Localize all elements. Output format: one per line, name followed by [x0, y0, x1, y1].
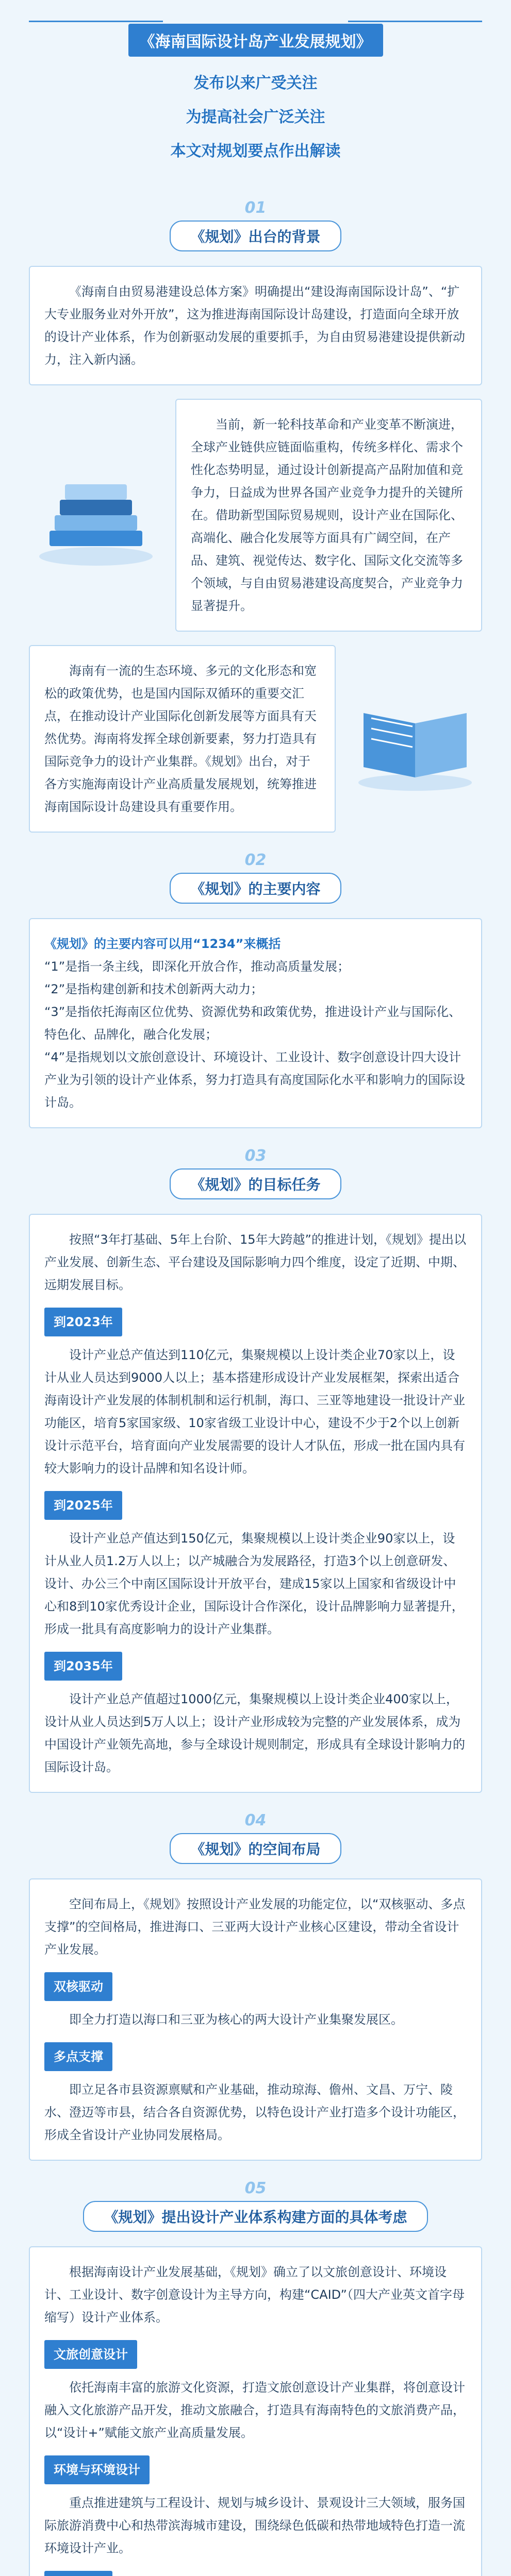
system-tag-2: 环境与环境设计	[44, 2455, 150, 2484]
content-item-3: “3”是指依托海南区位优势、资源优势和政策优势，推进设计产业与国际化、特色化、品牌化，融合化发展；	[44, 1005, 461, 1042]
year-tag-2025: 到2025年	[44, 1491, 122, 1520]
section-number-icon: 02	[244, 851, 267, 869]
system-intro: 根据海南设计产业发展基础，《规划》确立了以文旅创意设计、环境设计、工业设计、数字创意设计为主导方向，构建“CAID”（四大产业英文首字母缩写）设计产业体系。	[44, 2265, 465, 2325]
header-banner	[29, 21, 482, 180]
year-tag-2035: 到2035年	[44, 1652, 122, 1681]
section-number-icon: 05	[244, 2179, 267, 2197]
goals-intro: 按照“3年打基础、5年上台阶、15年大跨越”的推进计划，《规划》提出以产业发展、创新生态、平台建设及国际影响力四个维度，设定了近期、中期、远期发展目标。	[44, 1232, 466, 1292]
open-book-illustration-icon	[348, 682, 482, 795]
page-title: 《海南国际设计岛产业发展规划》	[128, 24, 383, 57]
section-heading-system	[29, 2178, 482, 2232]
goals-box	[29, 1214, 482, 1793]
background-box-3	[29, 645, 336, 833]
goals-2035: 设计产业总产值超过1000亿元，集聚规模以上设计类企业400家以上，设计从业人员达到5万人以上；设计产业形成较为完整的产业发展体系，成为中国设计产业领先高地，参与全球设计规则制定，形成具有全球设计影响力的国际设计岛。	[44, 1692, 465, 1774]
content-box	[29, 918, 482, 1128]
system-desc-2: 重点推进建筑与工程设计、规划与城乡设计、景观设计三大领域，服务国际旅游消费中心和热带滨海城市建设，围绕绿色低碳和热带地域特色打造一流环境设计产业。	[44, 2496, 465, 2555]
header-line-2: 为提高社会广泛关注	[186, 108, 325, 126]
layout-intro: 空间布局上，《规划》按照设计产业发展的功能定位，以“双核驱动、多点支撑”的空间格局，推进海口、三亚两大设计产业核心区建设，带动全省设计产业发展。	[44, 1897, 466, 1957]
section-heading-layout	[29, 1810, 482, 1864]
section-title: 《规划》的主要内容	[170, 873, 341, 904]
core-tag: 双核驱动	[44, 1972, 112, 2001]
year-tag-2023: 到2023年	[44, 1308, 122, 1336]
background-box-2	[175, 399, 482, 632]
layout-multi: 即立足各市县资源禀赋和产业基础，推动琼海、儋州、文昌、万宁、陵水、澄迈等市县，结合各自资源优势，以特色设计产业打造多个设计功能区，形成全省设计产业协同发展格局。	[44, 2082, 465, 2142]
content-item-4: “4”是指规划以文旅创意设计、环境设计、工业设计、数字创意设计四大设计产业为引领的设计产业体系，努力打造具有高度国际化水平和影响力的国际设计岛。	[44, 1050, 465, 1110]
books-illustration-icon	[29, 459, 163, 572]
header-line-3: 本文对规划要点作出解读	[170, 142, 341, 160]
system-box	[29, 2246, 482, 2576]
section-heading-background	[29, 198, 482, 251]
background-row-3	[29, 645, 482, 833]
goals-2023: 设计产业总产值达到110亿元，集聚规模以上设计类企业70家以上，设计从业人员达到9000人以上；基本搭建形成设计产业发展框架，探索出适合海南设计产业发展的体制机制和运行机制，海口、三亚等地建设一批设计产业功能区，培育5家国家级、10家省级工业设计中心，建设不少于2个以上创新设计示范平台，培育面向产业发展需要的设计人才队伍，形成一批在国内具有较大影响力的设计品牌和知名设计师。	[44, 1348, 465, 1476]
content-item-1: “1”是指一条主线，即深化开放合作，推动高质量发展；	[44, 959, 350, 974]
background-row-2	[29, 399, 482, 632]
section-title: 《规划》出台的背景	[170, 221, 341, 251]
section-number-icon: 03	[244, 1147, 267, 1165]
section-heading-goals	[29, 1146, 482, 1199]
system-tag-1: 文旅创意设计	[44, 2340, 137, 2369]
header-line-1: 发布以来广受关注	[193, 74, 318, 92]
section-number-icon: 04	[244, 1811, 267, 1829]
header-deco-left	[29, 21, 163, 35]
header-deco-right	[348, 21, 482, 35]
section-title: 《规划》的空间布局	[170, 1833, 341, 1864]
layout-core: 即全力打造以海口和三亚为核心的两大设计产业集聚发展区。	[69, 2012, 403, 2027]
section-title: 《规划》提出设计产业体系构建方面的具体考虑	[83, 2201, 427, 2232]
section-number-icon: 01	[244, 199, 267, 217]
system-tag-3	[44, 2571, 112, 2576]
layout-box	[29, 1878, 482, 2161]
background-box-1	[29, 266, 482, 385]
multi-tag: 多点支撑	[44, 2042, 112, 2071]
paragraph: 当前，新一轮科技革命和产业变革不断演进，全球产业链供应链面临重构，传统多样化、需求个性化态势明显，通过设计创新提高产品附加值和竞争力，日益成为世界各国产业竞争力提升的关键所在。借助新型国际贸易规则，设计产业在国际化、高端化、融合化发展等方面具有广阔空间，在产品、建筑、视觉传达、数字化、国际文化交流等多个领域，与自由贸易港建设高度契合，产业竞争力显著提升。	[191, 417, 463, 613]
section-heading-content	[29, 850, 482, 904]
goals-2025: 设计产业总产值达到150亿元，集聚规模以上设计类企业90家以上，设计从业人员1.2万人以上；以产城融合为发展路径，打造3个以上创意研发、设计、办公三个中南区国际设计开放平台，建成15家以上国家和省级设计中心和8到10家优秀设计企业，国际设计合作深化，设计品牌影响力显著提升，形成一批具有高度影响力的设计产业集群。	[44, 1531, 464, 1636]
paragraph: 《海南自由贸易港建设总体方案》明确提出“建设海南国际设计岛”、“扩大专业服务业对外开放”，这为推进海南国际设计岛建设，打造面向全球开放的设计产业体系，作为创新驱动发展的重要抓手，为自由贸易港建设提供新动力，注入新内涵。	[44, 284, 465, 367]
section-title: 《规划》的目标任务	[170, 1168, 341, 1199]
content-item-2: “2”是指构建创新和技术创新两大动力；	[44, 982, 263, 996]
paragraph: 海南有一流的生态环境、多元的文化形态和宽松的政策优势，也是国内国际双循环的重要交汇点，在推动设计产业国际化创新发展等方面具有天然优势。海南将发挥全球创新要素，努力打造具有国际竞争力的设计产业集群。《规划》出台，对于各方实施海南设计产业高质量发展规划，统筹推进海南国际设计岛建设具有重要作用。	[44, 664, 317, 814]
system-desc-1: 依托海南丰富的旅游文化资源，打造文旅创意设计产业集群，将创意设计融入文化旅游产品开发，推动文旅融合，打造具有海南特色的文旅消费产品，以“设计+”赋能文旅产业高质量发展。	[44, 2380, 465, 2440]
content-intro: 《规划》的主要内容可以用“1234”来概括	[44, 937, 281, 951]
